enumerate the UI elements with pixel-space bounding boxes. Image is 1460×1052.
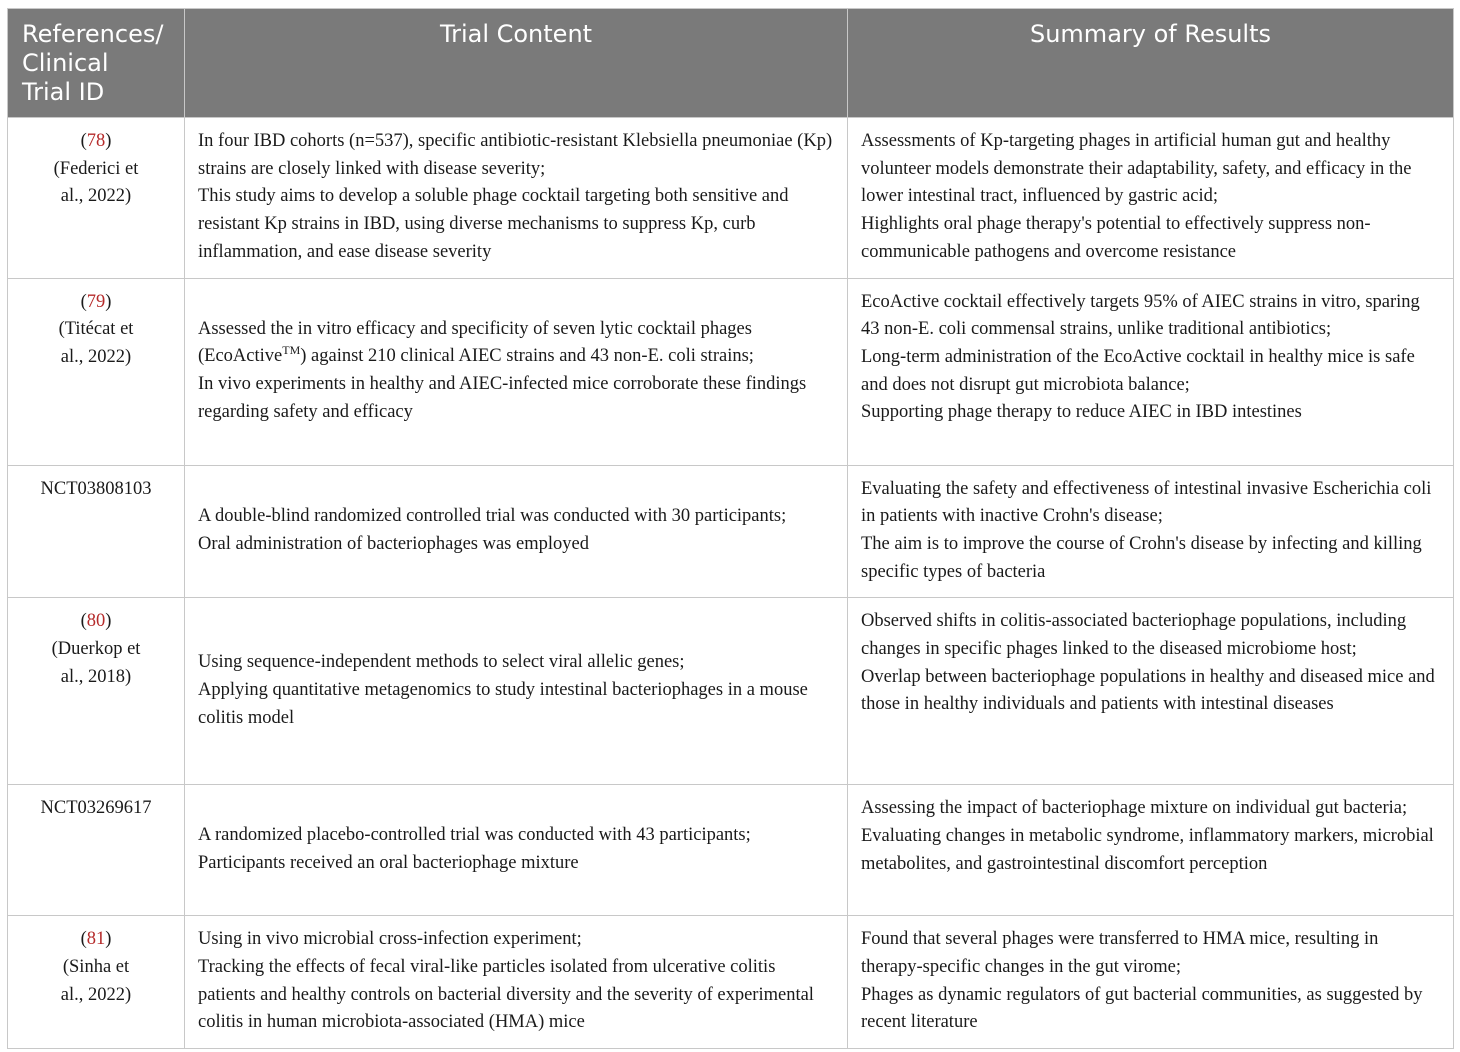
trial-content-cell: In four IBD cohorts (n=537), specific antibiotic-resistant Klebsiella pneumoniae (Kp) strains are closely linked with disease severity; This study aims to develop a soluble phage cocktail targeting both sensitive and resistant Kp strains in IBD, using diverse mechanisms to suppress Kp, curb inflammation, and ease disease severity (185, 118, 848, 279)
table-header-row (8, 9, 1454, 118)
citation-link[interactable]: 81 (86, 929, 106, 950)
summary-cell: Evaluating the safety and effectiveness of intestinal invasive Escherichia coli in patients with inactive Crohn's disease; The aim is to improve the course of Crohn's disease by infecting and killing specific types of bacteria (848, 465, 1454, 598)
reference-cell: (80) (Duerkop et al., 2018) (8, 598, 185, 785)
trial-content-cell: Using in vivo microbial cross-infection experiment; Tracking the effects of fecal viral-like particles isolated from ulcerative colitis patients and healthy controls on bacterial diversity and the severity of experimental colitis in human microbiota-associated (HMA) mice (185, 916, 848, 1049)
table-row (8, 118, 1454, 279)
clinical-trial-id: NCT03269617 (40, 798, 152, 819)
citation-link[interactable]: 80 (86, 611, 106, 632)
table-row (8, 916, 1454, 1049)
summary-cell: Found that several phages were transferred to HMA mice, resulting in therapy-specific changes in the gut virome; Phages as dynamic regulators of gut bacterial communities, as suggested by recent literature (848, 916, 1454, 1049)
clinical-trials-table (7, 8, 1454, 1049)
summary-cell: Assessments of Kp-targeting phages in artificial human gut and healthy volunteer models demonstrate their adaptability, safety, and efficacy in the lower intestinal tract, influenced by gastric acid; Highlights oral phage therapy's potential to effectively suppress non-communicable pathogens and overcome resistance (848, 118, 1454, 279)
summary-cell: EcoActive cocktail effectively targets 95% of AIEC strains in vitro, sparing 43 non-E. coli commensal strains, unlike traditional antibiotics; Long-term administration of the EcoActive cocktail in healthy mice is safe and does not disrupt gut microbiota balance; Supporting phage therapy to reduce AIEC in IBD intestines (848, 278, 1454, 465)
reference-cell (8, 465, 185, 598)
citation-link[interactable]: 78 (86, 131, 106, 151)
table-row (8, 465, 1454, 598)
reference-cell (8, 785, 185, 916)
summary-cell: Assessing the impact of bacteriophage mixture on individual gut bacteria; Evaluating changes in metabolic syndrome, inflammatory markers, microbial metabolites, and gastrointestinal discomfort perception (848, 785, 1454, 916)
trial-content-cell: A double-blind randomized controlled trial was conducted with 30 participants; Oral administration of bacteriophages was employed (185, 465, 848, 598)
summary-cell: Observed shifts in colitis-associated bacteriophage populations, including changes in specific phages linked to the diseased microbiome host; Overlap between bacteriophage populations in healthy and diseased mice and those in healthy individuals and patients with intestinal diseases (848, 598, 1454, 785)
table-row (8, 278, 1454, 465)
reference-cell: (78) (Federici et al., 2022) (8, 118, 185, 279)
table-row (8, 785, 1454, 916)
table-row (8, 598, 1454, 785)
clinical-trial-id: NCT03808103 (40, 478, 152, 499)
citation-link[interactable]: 79 (86, 291, 106, 312)
reference-cell: (81) (Sinha et al., 2022) (8, 916, 185, 1049)
header-trial-content: Trial Content (185, 9, 848, 118)
header-references: References/ Clinical Trial ID (8, 9, 185, 118)
reference-cell: (79) (Titécat et al., 2022) (8, 278, 185, 465)
trial-content-cell: A randomized placebo-controlled trial was conducted with 43 participants; Participants received an oral bacteriophage mixture (185, 785, 848, 916)
trial-content-cell: Using sequence-independent methods to select viral allelic genes; Applying quantitative metagenomics to study intestinal bacteriophages in a mouse colitis model (185, 598, 848, 785)
header-summary-of-results: Summary of Results (848, 9, 1454, 118)
trial-content-cell: Assessed the in vitro efficacy and specificity of seven lytic cocktail phages (EcoActive™) against 210 clinical AIEC strains and 43 non-E. coli strains; In vivo experiments in healthy and AIEC-infected mice corroborate these findings regarding safety and efficacy (185, 278, 848, 465)
